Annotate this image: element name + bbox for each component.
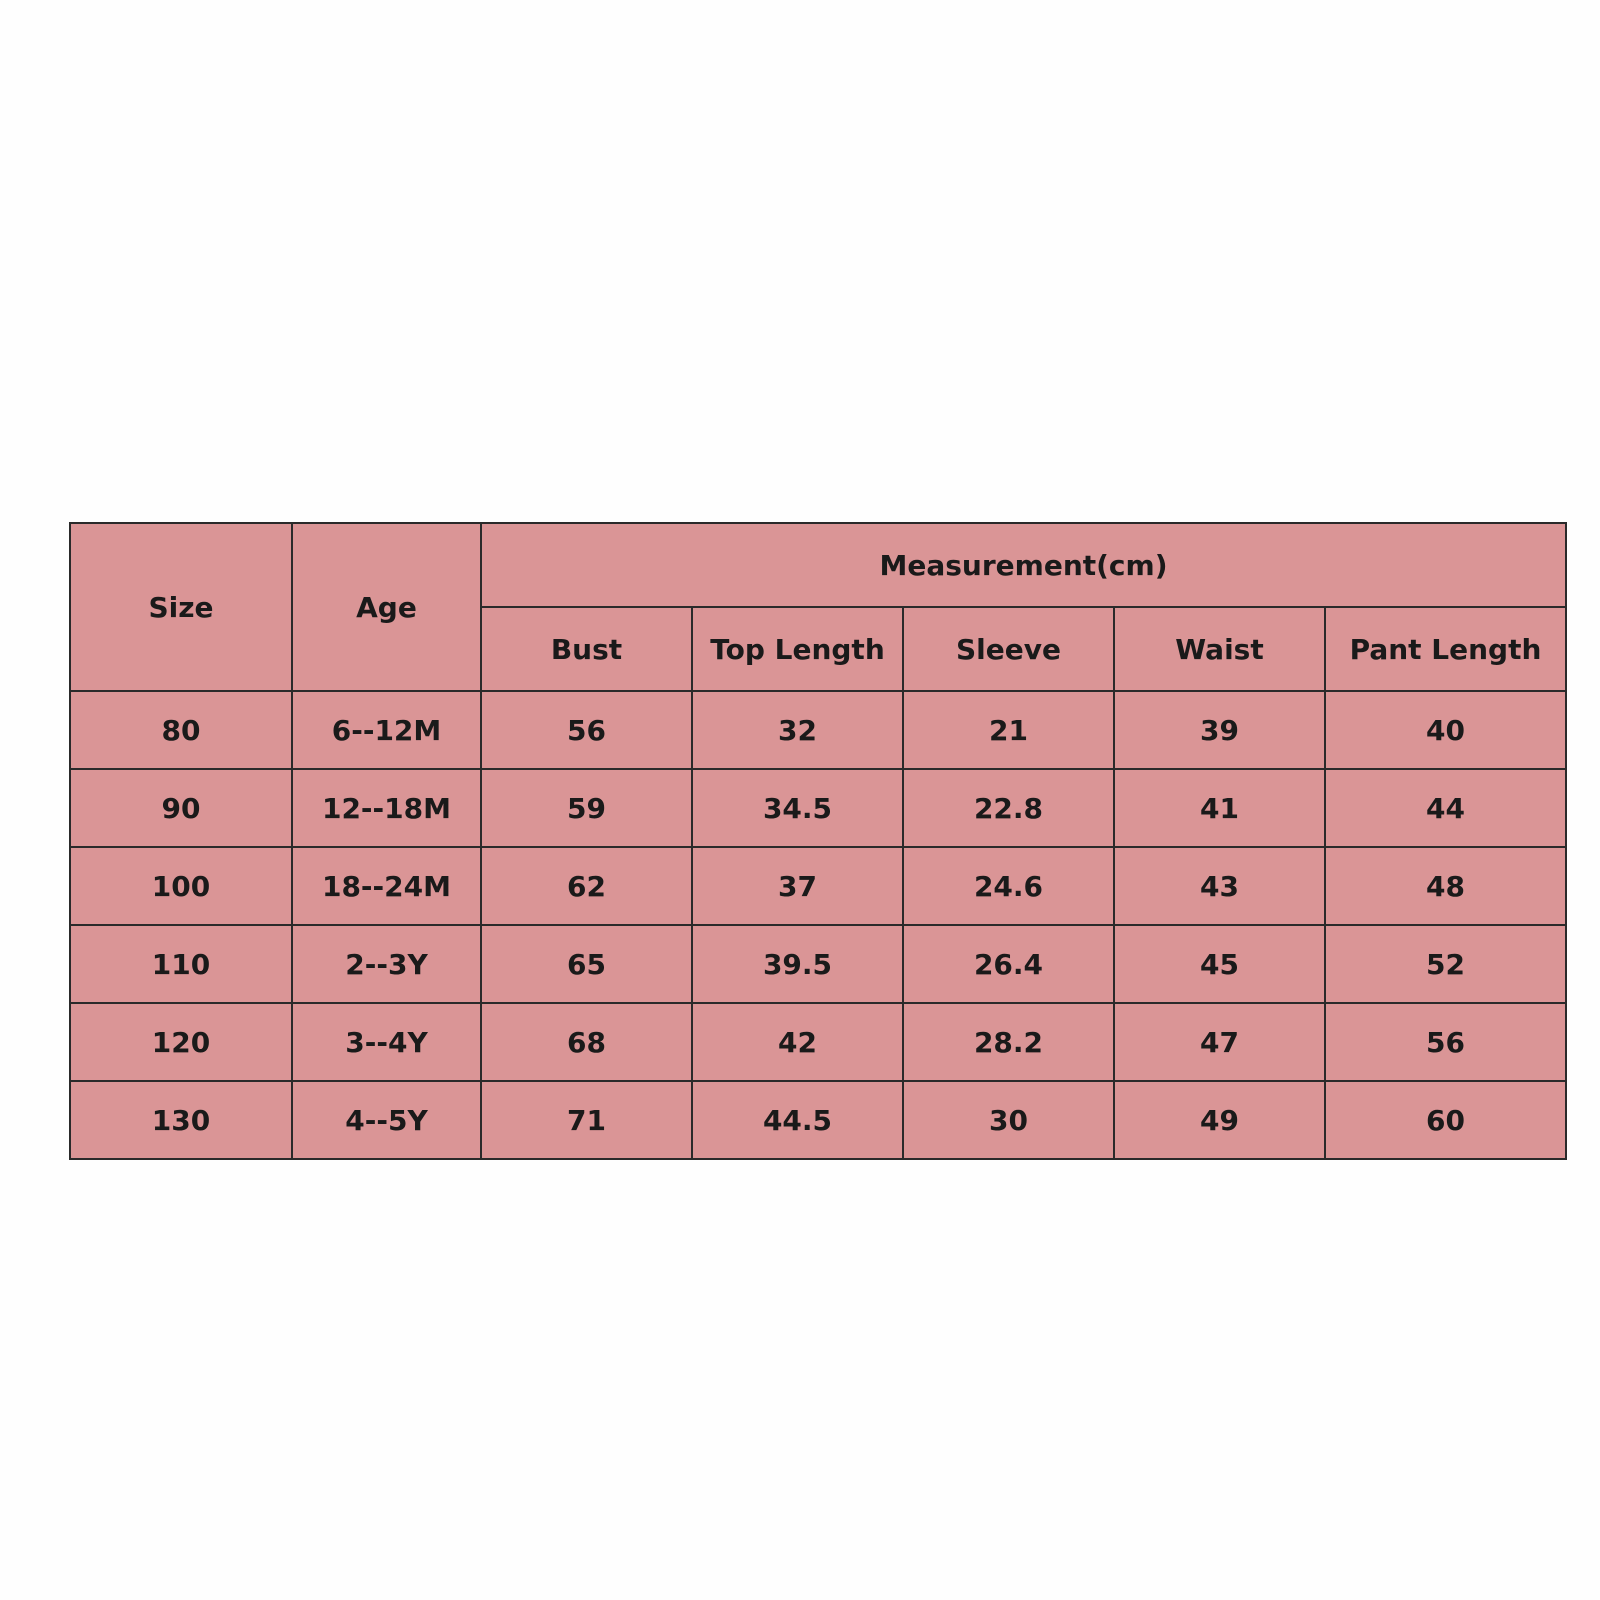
cell-waist: 39 — [1114, 691, 1325, 769]
cell-top-length: 32 — [692, 691, 903, 769]
table-row — [70, 847, 1566, 925]
cell-pant-length: 44 — [1325, 769, 1566, 847]
header-bust: Bust — [481, 607, 692, 691]
cell-bust: 71 — [481, 1081, 692, 1159]
cell-pant-length: 52 — [1325, 925, 1566, 1003]
table-row — [70, 925, 1566, 1003]
header-age: Age — [292, 523, 481, 691]
table-row — [70, 691, 1566, 769]
cell-size: 90 — [70, 769, 292, 847]
header-row — [70, 523, 1566, 607]
cell-age: 6--12M — [292, 691, 481, 769]
cell-waist: 47 — [1114, 1003, 1325, 1081]
cell-pant-length: 56 — [1325, 1003, 1566, 1081]
cell-sleeve: 30 — [903, 1081, 1114, 1159]
header-top-length: Top Length — [692, 607, 903, 691]
cell-sleeve: 21 — [903, 691, 1114, 769]
cell-top-length: 39.5 — [692, 925, 903, 1003]
cell-bust: 59 — [481, 769, 692, 847]
cell-size: 100 — [70, 847, 292, 925]
cell-size: 110 — [70, 925, 292, 1003]
cell-sleeve: 22.8 — [903, 769, 1114, 847]
cell-size: 130 — [70, 1081, 292, 1159]
cell-waist: 49 — [1114, 1081, 1325, 1159]
table-row — [70, 1003, 1566, 1081]
header-waist: Waist — [1114, 607, 1325, 691]
header-size: Size — [70, 523, 292, 691]
cell-age: 12--18M — [292, 769, 481, 847]
cell-age: 3--4Y — [292, 1003, 481, 1081]
cell-bust: 68 — [481, 1003, 692, 1081]
cell-age: 4--5Y — [292, 1081, 481, 1159]
cell-pant-length: 40 — [1325, 691, 1566, 769]
cell-bust: 65 — [481, 925, 692, 1003]
cell-pant-length: 60 — [1325, 1081, 1566, 1159]
cell-top-length: 37 — [692, 847, 903, 925]
cell-sleeve: 26.4 — [903, 925, 1114, 1003]
cell-sleeve: 24.6 — [903, 847, 1114, 925]
header-sleeve: Sleeve — [903, 607, 1114, 691]
header-pant-length: Pant Length — [1325, 607, 1566, 691]
cell-top-length: 44.5 — [692, 1081, 903, 1159]
cell-pant-length: 48 — [1325, 847, 1566, 925]
size-chart-table — [69, 522, 1567, 1160]
cell-top-length: 42 — [692, 1003, 903, 1081]
table-row — [70, 1081, 1566, 1159]
cell-waist: 45 — [1114, 925, 1325, 1003]
cell-age: 2--3Y — [292, 925, 481, 1003]
cell-size: 120 — [70, 1003, 292, 1081]
cell-waist: 41 — [1114, 769, 1325, 847]
cell-age: 18--24M — [292, 847, 481, 925]
cell-waist: 43 — [1114, 847, 1325, 925]
cell-sleeve: 28.2 — [903, 1003, 1114, 1081]
table-row — [70, 769, 1566, 847]
cell-bust: 62 — [481, 847, 692, 925]
cell-bust: 56 — [481, 691, 692, 769]
header-measurement: Measurement(cm) — [481, 523, 1566, 607]
cell-size: 80 — [70, 691, 292, 769]
cell-top-length: 34.5 — [692, 769, 903, 847]
